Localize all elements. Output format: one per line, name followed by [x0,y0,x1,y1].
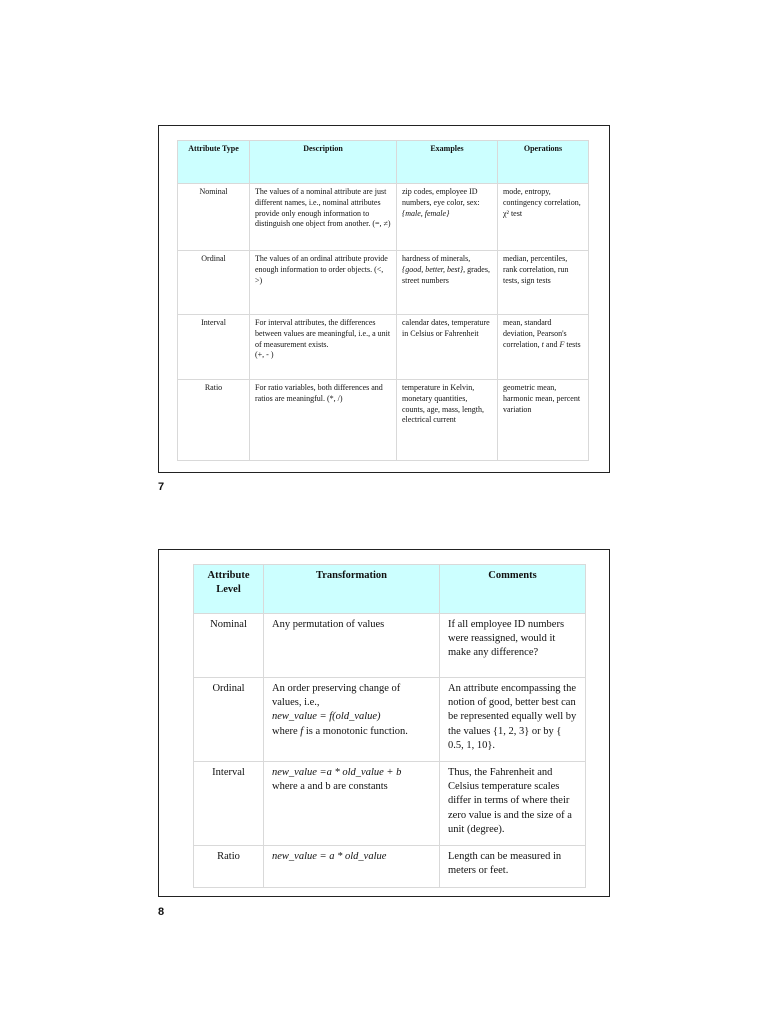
operations-and: and [543,339,560,349]
operations-cell: mode, entropy, contingency correlation, χ² test [498,184,589,251]
operations-tests: tests [564,339,581,349]
examples-italic: {male, female} [402,208,450,218]
table-row [178,184,589,251]
description-symbols: (+, - ) [255,350,274,360]
transformation-note-pre: where [272,725,301,737]
description-cell: For ratio variables, both differences and ratios are meaningful. (*, /) [250,380,397,461]
operations-cell: median, percentiles, rank correlation, run tests, sign tests [498,251,589,315]
type-cell: Ratio [178,380,250,461]
operations-t: t [541,339,544,349]
description-text: For interval attributes, the differences between values are meaningful, i.e., a unit of measurement exists. [255,318,391,349]
header-transformation: Transformation [264,565,440,614]
transformations-table [193,564,586,888]
table-row [194,678,586,762]
examples-cell [397,251,498,315]
header-operations: Operations [498,141,589,184]
transformation-cell: Any permutation of values [264,614,440,678]
level-cell: Ratio [194,846,264,888]
transformation-line: An order preserving change of values, i.e., [272,683,401,709]
attribute-types-table [177,140,589,461]
examples-text: zip codes, employee ID numbers, eye color, sex: [402,187,480,207]
table-row [194,614,586,678]
operations-cell: geometric mean, harmonic mean, percent variation [498,380,589,461]
operations-cell [498,315,589,380]
level-cell: Ordinal [194,678,264,762]
examples-cell: calendar dates, temperature in Celsius or Fahrenheit [397,315,498,380]
transformation-note-f: f [300,725,304,737]
level-cell: Interval [194,762,264,846]
transformation-note-post: is a monotonic function. [303,725,408,737]
transformation-formula: new_value = f(old_value) [272,711,381,723]
table-header-row [194,565,586,614]
slide-attribute-types [158,125,610,473]
examples-cell [397,184,498,251]
transformation-cell [264,846,440,888]
comments-cell: An attribute encompassing the notion of good, better best can be represented equally well by the values {1, 2, 3} or by { 0.5, 1, 10}. [440,678,586,762]
page-number: 8 [158,906,165,918]
description-cell: The values of an ordinal attribute provide enough information to order objects. (<, >) [250,251,397,315]
page-number: 7 [158,481,165,493]
table-row [178,380,589,461]
table-header-row [178,141,589,184]
examples-text-post: , grades, street numbers [402,264,490,285]
comments-cell: If all employee ID numbers were reassigned, would it make any difference? [440,614,586,678]
header-attribute-type: Attribute Type [178,141,250,184]
table-row [194,762,586,846]
transformation-cell [264,678,440,762]
table-row [178,315,589,380]
header-examples: Examples [397,141,498,184]
transformation-formula: new_value =a * old_value + b [272,767,402,778]
type-cell: Interval [178,315,250,380]
comments-cell: Thus, the Fahrenheit and Celsius temperature scales differ in terms of where their zero value is and the size of a unit (degree). [440,762,586,846]
transformation-cell [264,762,440,846]
examples-text: hardness of minerals, [402,254,471,263]
description-cell: The values of a nominal attribute are just different names, i.e., nominal attributes provide only enough information to distinguish one object from another. (=, ≠) [250,184,397,251]
header-comments: Comments [440,565,586,614]
table-row [194,846,586,888]
comments-cell: Length can be measured in meters or feet. [440,846,586,888]
transformation-note [272,725,431,739]
level-cell: Nominal [194,614,264,678]
operations-f: F [559,339,565,349]
transformation-note: where a and b are constants [272,781,388,793]
description-cell [250,315,397,380]
transformation-formula: new_value = a * old_value [272,851,387,862]
type-cell: Ordinal [178,251,250,315]
type-cell: Nominal [178,184,250,251]
operations-text: mean, standard deviation, Pearson's correlation, [503,318,567,349]
examples-cell: temperature in Kelvin, monetary quantities, counts, age, mass, length, electrical current [397,380,498,461]
table-row [178,251,589,315]
examples-italic: {good, better, best} [402,264,464,274]
header-description: Description [250,141,397,184]
header-attribute-level: Attribute Level [194,565,264,614]
slide-transformations [158,549,610,897]
